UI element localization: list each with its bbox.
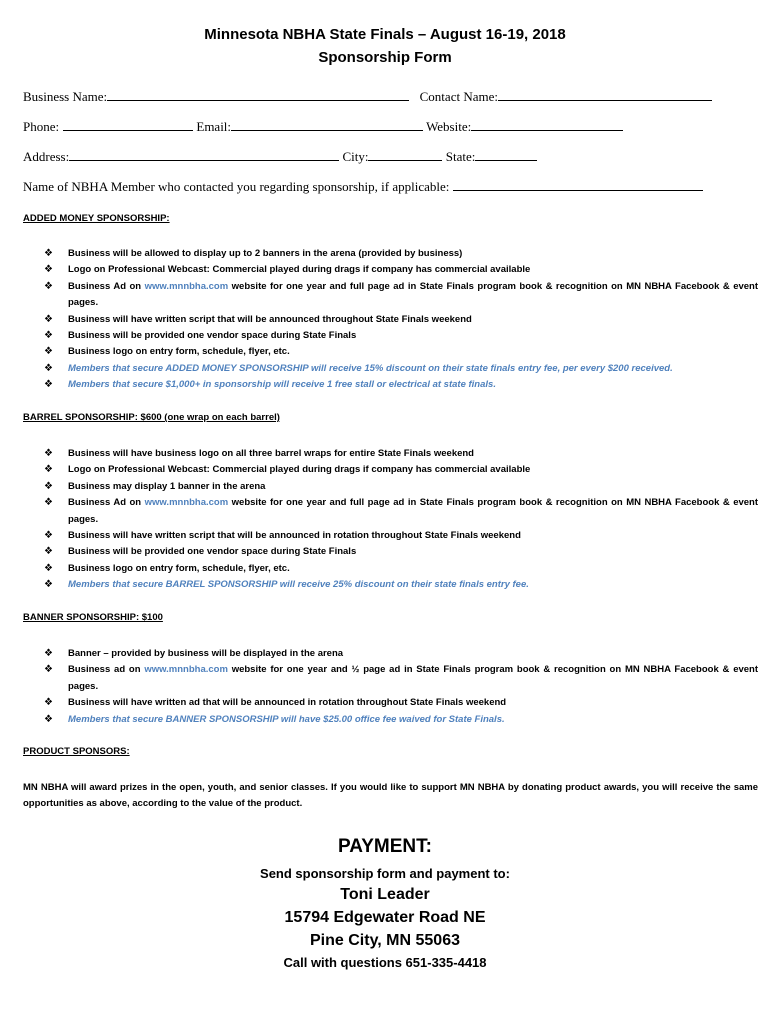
website-link[interactable]: www.mnnbha.com <box>144 497 229 509</box>
address-label: Address: <box>23 149 70 164</box>
form-title: Minnesota NBHA State Finals – August 16-19, 2018 <box>204 26 566 43</box>
added-money-list <box>44 246 758 394</box>
row-address <box>23 149 537 165</box>
list-item: ❖ Business will be provided one vendor space during State Finals <box>44 328 758 344</box>
list-item: ❖ Business will have written script that will be announced throughout State Finals weekend <box>44 312 758 328</box>
diamond-bullet-icon: ❖ <box>44 464 53 476</box>
diamond-bullet-icon: ❖ <box>44 379 53 391</box>
list-item: ❖ Logo on Professional Webcast: Commercial played during drags if company has commercial available <box>44 462 758 478</box>
diamond-bullet-icon: ❖ <box>44 330 53 342</box>
email-label: Email: <box>196 119 232 134</box>
banner-list <box>44 646 758 728</box>
payment-phone: Call with questions 651-335-4418 <box>283 955 487 970</box>
list-item: ❖ Members that secure $1,000+ in sponsorship will receive 1 free stall or electrical at state finals. <box>44 377 758 393</box>
business-name-label: Business Name: <box>23 89 108 104</box>
email-field[interactable] <box>231 119 423 131</box>
diamond-bullet-icon: ❖ <box>44 497 53 509</box>
diamond-bullet-icon: ❖ <box>44 530 53 542</box>
list-item: ❖ Business ad on www.mnnbha.com website for one year and ½ page ad in State Finals program book & recognition on MN NBHA Facebook & event pages. <box>44 664 759 692</box>
city-field[interactable] <box>368 149 442 161</box>
list-item: ❖ Business may display 1 banner in the arena <box>44 479 758 495</box>
product-sponsors-heading: PRODUCT SPONSORS: <box>23 746 130 757</box>
payment-city-state-zip: Pine City, MN 55063 <box>310 932 460 949</box>
business-name-field[interactable] <box>107 89 409 101</box>
address-field[interactable] <box>69 149 339 161</box>
diamond-bullet-icon: ❖ <box>44 648 53 659</box>
member-contact-field[interactable] <box>453 179 703 191</box>
diamond-bullet-icon: ❖ <box>44 264 53 276</box>
form-subtitle: Sponsorship Form <box>318 49 452 66</box>
list-item: ❖ Business will have written ad that will be announced in rotation throughout State Finals weekend <box>44 695 758 711</box>
payment-instructions: Send sponsorship form and payment to: <box>260 866 510 881</box>
row-member-contact <box>23 179 703 195</box>
state-label: State: <box>445 149 476 164</box>
diamond-bullet-icon: ❖ <box>44 280 53 292</box>
website-field[interactable] <box>471 119 623 131</box>
banner-heading: BANNER SPONSORSHIP: $100 <box>23 612 163 623</box>
phone-label: Phone: <box>23 119 60 134</box>
diamond-bullet-icon: ❖ <box>44 362 53 374</box>
contact-name-field[interactable] <box>498 89 712 101</box>
diamond-bullet-icon: ❖ <box>44 346 53 358</box>
website-link[interactable]: www.mnnbha.com <box>144 664 228 676</box>
row-business-contact <box>23 89 712 105</box>
diamond-bullet-icon: ❖ <box>44 562 53 574</box>
payment-heading: PAYMENT: <box>338 836 432 857</box>
list-item: ❖ Business logo on entry form, schedule, flyer, etc. <box>44 344 758 360</box>
product-sponsors-text: MN NBHA will award prizes in the open, youth, and senior classes. If you would like to support MN NBHA by donating product awards, you will receive the same opportunities as above, according to the value of the product. <box>23 782 758 810</box>
diamond-bullet-icon: ❖ <box>44 546 53 558</box>
contact-name-label: Contact Name: <box>419 89 498 104</box>
list-item: ❖ Members that secure BARREL SPONSORSHIP will receive 25% discount on their state finals entry fee. <box>44 577 758 593</box>
barrel-list <box>44 446 758 594</box>
diamond-bullet-icon: ❖ <box>44 448 53 459</box>
list-item: ❖ Business will have written script that will be announced in rotation throughout State Finals weekend <box>44 528 758 544</box>
phone-field[interactable] <box>63 119 193 131</box>
list-item: ❖ Banner – provided by business will be displayed in the arena <box>44 646 758 662</box>
row-phone-email-website <box>23 119 623 135</box>
list-item: ❖ Business Ad on www.mnnbha.com website for one year and full page ad in State Finals program book & recognition on MN NBHA Facebook & event pages. <box>44 280 759 309</box>
list-item: ❖ Logo on Professional Webcast: Commercial played during drags if company has commercial available <box>44 262 758 278</box>
barrel-heading: BARREL SPONSORSHIP: $600 (one wrap on each barrel) <box>23 412 280 423</box>
diamond-bullet-icon: ❖ <box>44 313 53 325</box>
member-contact-label: Name of NBHA Member who contacted you regarding sponsorship, if applicable: <box>23 179 450 194</box>
diamond-bullet-icon: ❖ <box>44 664 53 676</box>
list-item: ❖ Business will be provided one vendor space during State Finals <box>44 544 758 560</box>
list-item: ❖ Members that secure BANNER SPONSORSHIP will have $25.00 office fee waived for State Finals. <box>44 712 758 728</box>
payment-street-address: 15794 Edgewater Road NE <box>284 909 486 926</box>
list-item: ❖ Business will have business logo on all three barrel wraps for entire State Finals weekend <box>44 446 758 462</box>
list-item: ❖ Business logo on entry form, schedule, flyer, etc. <box>44 561 758 577</box>
diamond-bullet-icon: ❖ <box>44 713 53 725</box>
payment-recipient-name: Toni Leader <box>340 886 430 903</box>
diamond-bullet-icon: ❖ <box>44 697 53 709</box>
list-item: ❖ Members that secure ADDED MONEY SPONSORSHIP will receive 15% discount on their state finals entry fee, per every $200 received. <box>44 361 758 377</box>
state-field[interactable] <box>475 149 537 161</box>
added-money-heading: ADDED MONEY SPONSORSHIP: <box>23 213 170 224</box>
diamond-bullet-icon: ❖ <box>44 248 53 259</box>
list-item: ❖ Business Ad on www.mnnbha.com website for one year and full page ad in State Finals program book & recognition on MN NBHA Facebook & event pages. <box>44 497 759 525</box>
city-label: City: <box>342 149 369 164</box>
website-link[interactable]: www.mnnbha.com <box>144 280 229 292</box>
diamond-bullet-icon: ❖ <box>44 579 53 591</box>
list-item: ❖ Business will be allowed to display up to 2 banners in the arena (provided by business) <box>44 246 758 262</box>
website-label: Website: <box>426 119 472 134</box>
diamond-bullet-icon: ❖ <box>44 480 53 492</box>
